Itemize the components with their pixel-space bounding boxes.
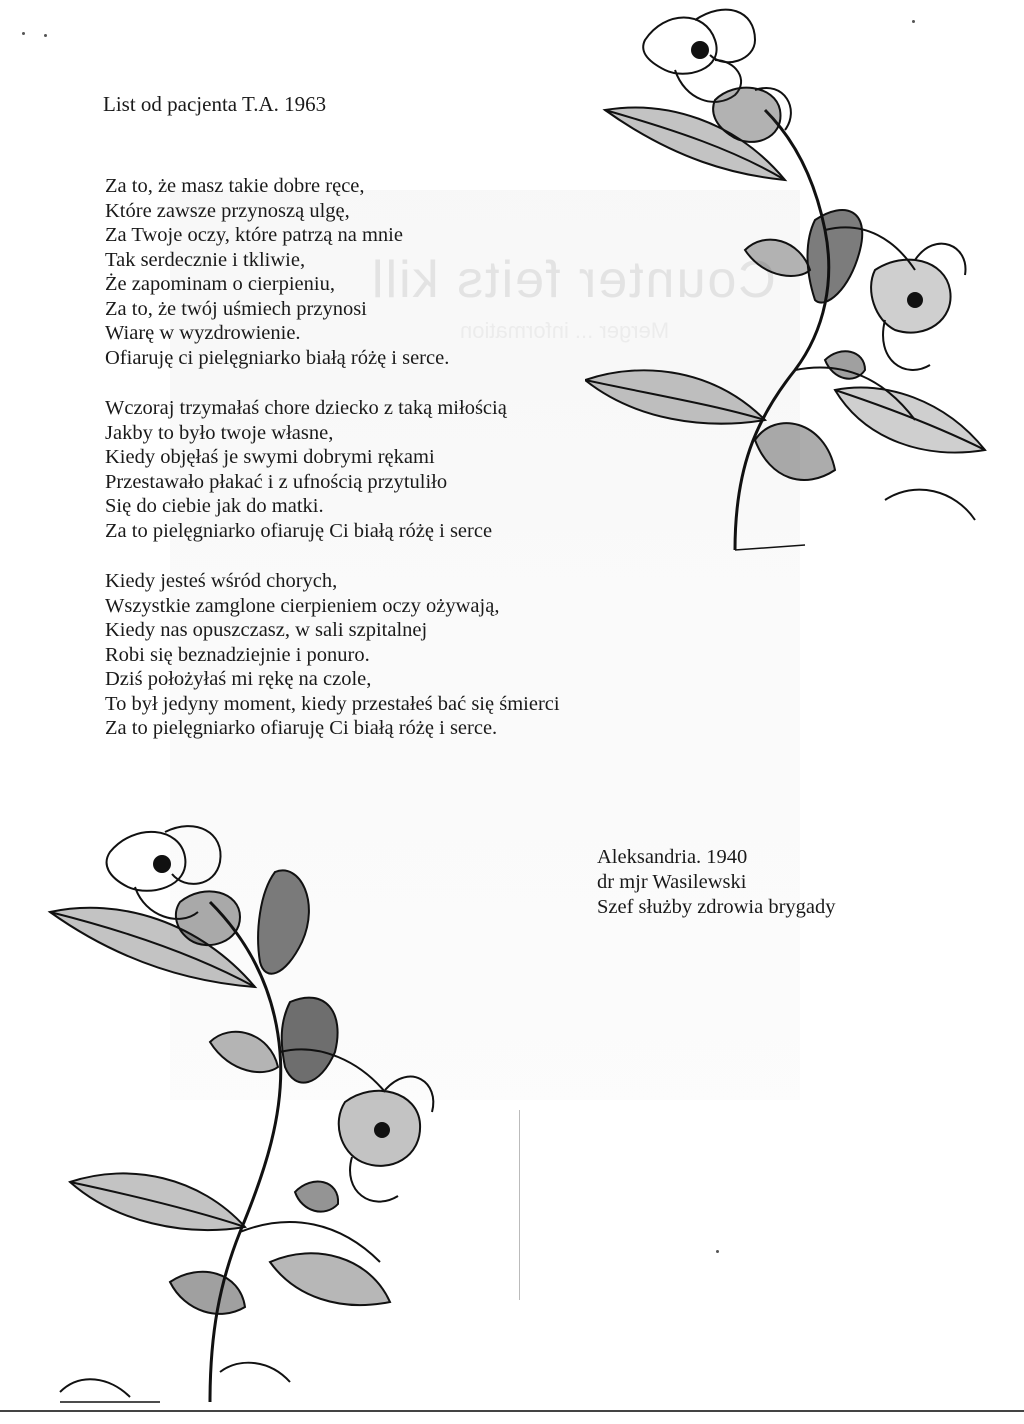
poem-line: Za to, że twój uśmiech przynosi [105, 297, 367, 320]
poem-line: Robi się beznadziejnie i ponuro. [105, 643, 370, 666]
speck [44, 34, 47, 37]
poem-line: Które zawsze przynoszą ulgę, [105, 199, 350, 222]
poem-line: Za to pielęgniarko ofiaruję Ci białą różę i serce. [105, 717, 498, 739]
scan-artifact-line [519, 1110, 520, 1300]
poem-line: Kiedy nas opuszczasz, w sali szpitalnej [105, 619, 428, 641]
poem-line: Kiedy jesteś wśród chorych, [105, 570, 338, 592]
poem-line: Się do ciebie jak do matki. [105, 495, 324, 517]
stanza-2 [105, 396, 560, 543]
signature-place-date: Aleksandria. 1940 [597, 846, 748, 868]
flower-sketch-top-right [585, 0, 995, 560]
signature-block [597, 845, 836, 920]
scan-bottom-edge [0, 1410, 1024, 1412]
poem-line: Wiarę w wyzdrowienie. [105, 322, 301, 344]
show-through-subtitle: Merger ... information [460, 318, 670, 343]
stanza-3 [105, 569, 560, 741]
speck [22, 32, 25, 35]
poem-line: Ofiaruję ci pielęgniarko białą różę i serce. [105, 346, 450, 369]
poem-line: To był jedyny moment, kiedy przestałeś bać się śmierci [105, 692, 560, 715]
poem-line: Wszystkie zamglone cierpieniem oczy ożywają, [105, 594, 500, 617]
speck [716, 1250, 719, 1253]
poem-line: Że zapominam o cierpieniu, [105, 273, 335, 295]
show-through-title: Counter feits kill [370, 251, 776, 309]
flower-sketch-bottom-left [40, 812, 480, 1412]
poem-line: Tak serdecznie i tkliwie, [105, 248, 306, 271]
poem-line: Dziś położyłaś mi rękę na czole, [105, 668, 372, 690]
poem-line: Jakby to było twoje własne, [105, 421, 334, 444]
poem-line: Za to, że masz takie dobre ręce, [105, 175, 365, 197]
signature-author: dr mjr Wasilewski [597, 871, 747, 893]
signature-role: Szef służby zdrowia brygady [597, 896, 836, 918]
stanza-1 [105, 174, 560, 370]
letter-heading: List od pacjenta T.A. 1963 [103, 92, 327, 116]
poem-line: Za to pielęgniarko ofiaruję Ci białą różę i serce [105, 519, 493, 542]
poem-line: Wczoraj trzymałaś chore dziecko z taką miłością [105, 397, 507, 419]
poem-line: Kiedy objęłaś je swymi dobrymi rękami [105, 446, 435, 468]
poem [105, 174, 560, 767]
poem-line: Przestawało płakać i z ufnością przytuliło [105, 470, 448, 493]
poem-line: Za Twoje oczy, które patrzą na mnie [105, 224, 403, 246]
